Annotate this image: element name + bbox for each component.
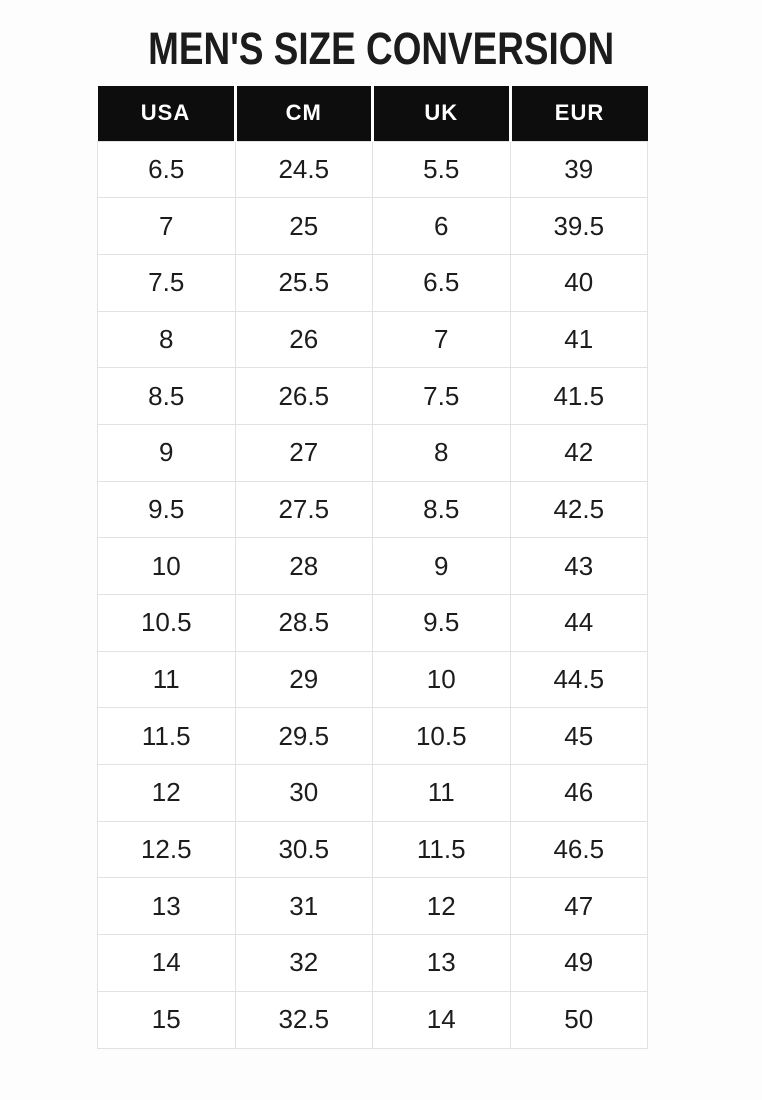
header-cell-cm: CM	[235, 86, 373, 141]
header-row	[98, 86, 648, 141]
table-cell: 29	[235, 651, 373, 708]
table-cell: 9.5	[98, 481, 236, 538]
table-cell: 42	[510, 424, 648, 481]
table-row	[98, 595, 648, 652]
table-cell: 6	[373, 198, 511, 255]
table-row	[98, 368, 648, 425]
table-cell: 46	[510, 765, 648, 822]
table-row	[98, 538, 648, 595]
table-cell: 44.5	[510, 651, 648, 708]
table-cell: 7.5	[373, 368, 511, 425]
table-cell: 44	[510, 595, 648, 652]
table-cell: 26	[235, 311, 373, 368]
table-cell: 50	[510, 991, 648, 1048]
table-row	[98, 424, 648, 481]
table-cell: 46.5	[510, 821, 648, 878]
table-cell: 31	[235, 878, 373, 935]
table-cell: 30	[235, 765, 373, 822]
table-header	[98, 86, 648, 141]
table-cell: 42.5	[510, 481, 648, 538]
table-cell: 8.5	[373, 481, 511, 538]
header-cell-uk: UK	[373, 86, 511, 141]
table-cell: 12.5	[98, 821, 236, 878]
table-cell: 11.5	[98, 708, 236, 765]
title-row	[0, 0, 762, 78]
table-cell: 8.5	[98, 368, 236, 425]
table-cell: 12	[373, 878, 511, 935]
page-title: MEN'S SIZE CONVERSION	[148, 23, 614, 74]
table-cell: 32.5	[235, 991, 373, 1048]
size-conversion-table	[97, 86, 648, 1049]
table-row	[98, 821, 648, 878]
table-row	[98, 311, 648, 368]
table-cell: 15	[98, 991, 236, 1048]
table-cell: 27	[235, 424, 373, 481]
table-cell: 8	[98, 311, 236, 368]
table-cell: 12	[98, 765, 236, 822]
table-cell: 39	[510, 141, 648, 198]
table-row	[98, 935, 648, 992]
table-cell: 29.5	[235, 708, 373, 765]
table-cell: 9	[98, 424, 236, 481]
table-cell: 28.5	[235, 595, 373, 652]
table-row	[98, 765, 648, 822]
table-cell: 6.5	[98, 141, 236, 198]
table-cell: 10	[98, 538, 236, 595]
table-cell: 14	[373, 991, 511, 1048]
table-cell: 13	[98, 878, 236, 935]
table-cell: 26.5	[235, 368, 373, 425]
table-cell: 32	[235, 935, 373, 992]
table-cell: 25	[235, 198, 373, 255]
table-cell: 13	[373, 935, 511, 992]
table-cell: 11.5	[373, 821, 511, 878]
table-row	[98, 708, 648, 765]
table-cell: 14	[98, 935, 236, 992]
table-cell: 7	[373, 311, 511, 368]
table-cell: 45	[510, 708, 648, 765]
header-cell-eur: EUR	[510, 86, 648, 141]
table-cell: 43	[510, 538, 648, 595]
table-cell: 11	[98, 651, 236, 708]
table-body	[98, 141, 648, 1048]
table-cell: 30.5	[235, 821, 373, 878]
table-cell: 49	[510, 935, 648, 992]
table-cell: 9.5	[373, 595, 511, 652]
table-cell: 47	[510, 878, 648, 935]
table-cell: 10.5	[373, 708, 511, 765]
header-cell-usa: USA	[98, 86, 236, 141]
table-cell: 24.5	[235, 141, 373, 198]
table-cell: 11	[373, 765, 511, 822]
table-cell: 40	[510, 254, 648, 311]
table-row	[98, 481, 648, 538]
table-row	[98, 878, 648, 935]
table-cell: 27.5	[235, 481, 373, 538]
table-cell: 6.5	[373, 254, 511, 311]
table-row	[98, 198, 648, 255]
table-cell: 41.5	[510, 368, 648, 425]
table-cell: 28	[235, 538, 373, 595]
table-cell: 39.5	[510, 198, 648, 255]
table-row	[98, 141, 648, 198]
table-cell: 10	[373, 651, 511, 708]
table-row	[98, 254, 648, 311]
table-cell: 10.5	[98, 595, 236, 652]
table-cell: 7	[98, 198, 236, 255]
table-cell: 41	[510, 311, 648, 368]
table-cell: 25.5	[235, 254, 373, 311]
table-row	[98, 651, 648, 708]
table-cell: 5.5	[373, 141, 511, 198]
table-cell: 9	[373, 538, 511, 595]
table-cell: 8	[373, 424, 511, 481]
table-cell: 7.5	[98, 254, 236, 311]
table-row	[98, 991, 648, 1048]
